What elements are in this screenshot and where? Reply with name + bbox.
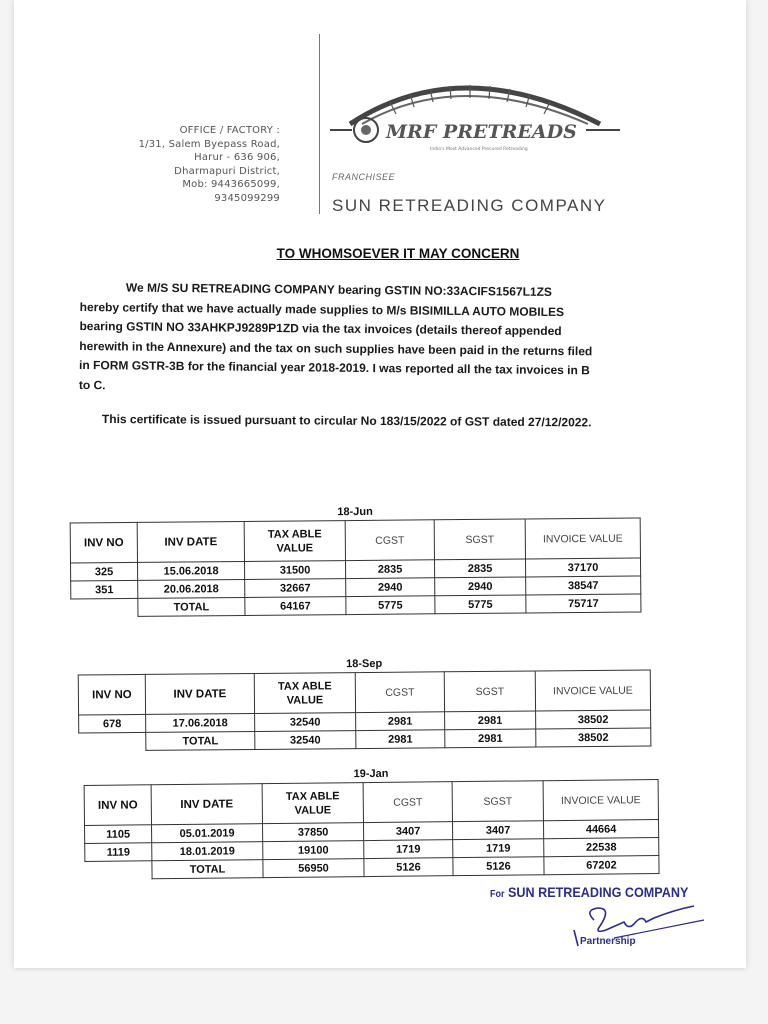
paragraph-line: hereby certify that we have actually made supplies to M/s BISIMILLA AUTO MOBILES [79, 299, 565, 319]
cell-total-label: TOTAL [138, 597, 245, 616]
header-inv-no: INV NO [70, 522, 137, 563]
cell-invoice-value: 37170 [525, 558, 640, 577]
paragraph-line: bearing GSTIN NO 33AHKPJ9289P1ZD via the tax invoices (details thereof appended [79, 318, 562, 339]
table-period: 18-Jun [337, 505, 373, 519]
cell-cgst: 2981 [356, 712, 445, 731]
cell-cgst: 1719 [364, 840, 453, 859]
circular-statement: This certificate is issued pursuant to circular No 183/15/2022 of GST dated 27/12/2022. [101, 412, 592, 430]
address-line: 1/31, Salem Byepass Road, [138, 138, 280, 150]
cell-cgst: 2940 [346, 578, 435, 597]
cell-taxable: 64167 [245, 597, 346, 616]
signature-company [490, 884, 688, 900]
address-line: OFFICE / FACTORY : [179, 125, 280, 136]
header-cgst: CGST [355, 672, 444, 713]
cell-cgst: 5775 [346, 596, 435, 615]
invoice-table-jun [70, 504, 642, 618]
cell-taxable: 32667 [245, 579, 346, 598]
cell-taxable: 32540 [255, 713, 356, 732]
cell-total-label: TOTAL [152, 860, 263, 879]
cell-sgst: 2940 [435, 577, 526, 596]
company-name: SUN RETREADING COMPANY [332, 196, 607, 215]
header-taxable-value: TAX ABLE VALUE [254, 673, 355, 714]
cell-invoice-value: 75717 [526, 594, 641, 613]
certificate-paragraph [79, 278, 680, 401]
mrf-pretreads-logo [330, 72, 620, 168]
header-invoice-value: INVOICE VALUE [543, 779, 658, 820]
cell-taxable: 56950 [263, 859, 364, 878]
cell-inv-date: 17.06.2018 [146, 713, 255, 732]
address-line: Harur - 636 906, [194, 152, 280, 163]
cell-taxable: 31500 [245, 561, 346, 580]
cell-inv-date: 18.01.2019 [152, 842, 263, 861]
cell-inv-no: 351 [71, 580, 138, 599]
address-line: Mob: 9443665099, [182, 179, 280, 190]
blank-cell [79, 732, 146, 751]
franchisee-label: FRANCHISEE [332, 172, 396, 182]
cell-taxable: 32540 [255, 731, 356, 750]
cell-cgst: 2835 [346, 560, 435, 579]
invoice-table-sep [78, 656, 652, 752]
paragraph-line: We M/S SU RETREADING COMPANY bearing GSTIN NO:33ACIFS1567L1ZS [125, 280, 553, 299]
blank-cell [71, 598, 138, 617]
paragraph-line: in FORM GSTR-3B for the financial year 2018-2019. I was reported all the tax invoices in B [79, 357, 590, 378]
cell-cgst: 3407 [364, 822, 453, 841]
table-period: 19-Jan [353, 767, 389, 781]
cell-sgst: 2835 [434, 559, 525, 578]
cell-invoice-value: 22538 [544, 837, 659, 856]
table-period: 18-Sep [346, 657, 383, 671]
header-inv-no: INV NO [84, 785, 151, 826]
cell-invoice-value: 44664 [543, 819, 658, 838]
address-line: Dharmapuri District, [174, 165, 280, 177]
letterhead-divider [319, 34, 320, 214]
cell-inv-date: 15.06.2018 [138, 561, 245, 580]
tagline-text: India's Most Advanced Precured Retreading [430, 147, 528, 152]
cell-inv-date: 20.06.2018 [138, 579, 245, 598]
header-sgst: SGST [444, 671, 535, 712]
document-page [14, 0, 746, 968]
office-address [139, 124, 280, 205]
signature-company-name: SUN RETREADING COMPANY [508, 884, 689, 900]
header-sgst: SGST [434, 519, 525, 560]
brand-text: MRF PRETREADS [386, 121, 577, 143]
cell-inv-no: 1105 [85, 825, 152, 844]
cell-inv-no: 325 [71, 562, 138, 581]
header-inv-date: INV DATE [137, 521, 244, 562]
cell-inv-no: 678 [79, 714, 146, 733]
header-inv-no: INV NO [78, 674, 145, 715]
cell-taxable: 19100 [263, 841, 364, 860]
invoice-table-jan [83, 765, 659, 880]
header-invoice-value: INVOICE VALUE [535, 670, 650, 711]
for-label: For [490, 889, 505, 900]
header-invoice-value: INVOICE VALUE [525, 518, 640, 559]
header-taxable-value: TAX ABLE VALUE [244, 521, 345, 562]
header-inv-date: INV DATE [151, 784, 262, 825]
cell-sgst: 2981 [445, 729, 536, 748]
blank-cell [85, 861, 152, 880]
cell-invoice-value: 38502 [536, 728, 651, 747]
cell-taxable: 37850 [263, 823, 364, 842]
cell-invoice-value: 38547 [526, 576, 641, 595]
address-line: 9345099299 [214, 192, 280, 204]
cell-sgst: 2981 [445, 711, 536, 730]
paragraph-line: to C. [78, 377, 106, 392]
cell-sgst: 5775 [435, 595, 526, 614]
cell-sgst: 3407 [452, 821, 543, 840]
cell-invoice-value: 67202 [544, 855, 659, 874]
header-taxable-value: TAX ABLE VALUE [262, 783, 363, 824]
cell-sgst: 5126 [453, 857, 544, 876]
cell-invoice-value: 38502 [536, 710, 651, 729]
header-cgst: CGST [345, 520, 434, 561]
cell-cgst: 5126 [364, 858, 453, 877]
invoice-table [84, 779, 660, 880]
cell-total-label: TOTAL [146, 731, 255, 750]
header-inv-date: INV DATE [145, 673, 254, 714]
cell-inv-no: 1119 [85, 843, 152, 862]
paragraph-line: herewith in the Annexure) and the tax on such supplies have been paid in the returns filed [79, 338, 593, 358]
header-cgst: CGST [363, 782, 452, 823]
total-row [71, 594, 641, 617]
cell-inv-date: 05.01.2019 [152, 824, 263, 843]
total-row [79, 728, 651, 751]
cell-cgst: 2981 [356, 730, 445, 749]
invoice-table [78, 670, 652, 752]
signatory-role: Partnership [580, 936, 636, 947]
letter-heading: TO WHOMSOEVER IT MAY CONCERN [276, 246, 520, 261]
header-sgst: SGST [452, 781, 543, 822]
cell-sgst: 1719 [453, 839, 544, 858]
invoice-table [70, 518, 642, 618]
